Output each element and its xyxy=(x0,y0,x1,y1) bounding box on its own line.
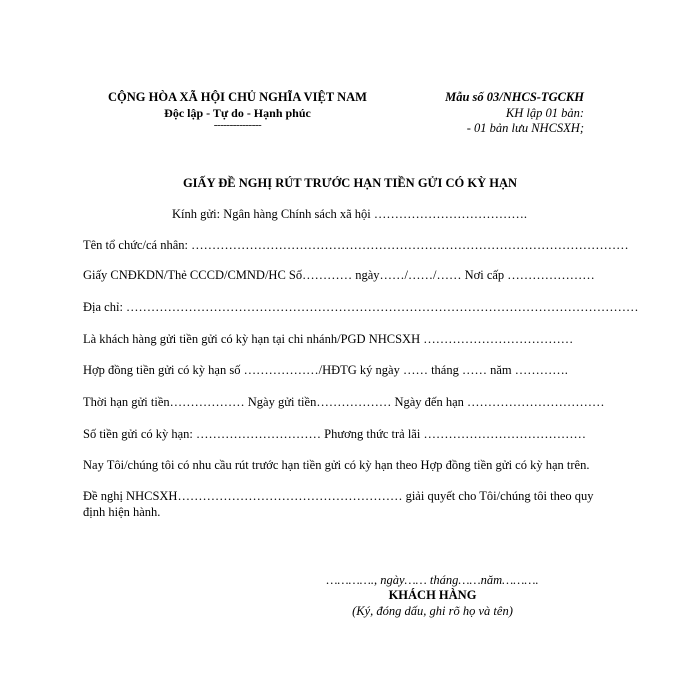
name-line: Tên tổ chức/cá nhân: …………………………………………………………………………………………… xyxy=(83,238,629,252)
national-title: CỘNG HÒA XÃ HỘI CHỦ NGHĨA VIỆT NAM xyxy=(108,90,367,104)
proposal-line-1: Đề nghị NHCSXH……………………………………………… giải quyết cho Tôi/chúng tôi theo quy xyxy=(83,489,594,503)
signature-note: (Ký, đóng dấu, ghi rõ họ và tên) xyxy=(352,604,513,618)
proposal-line-2: định hiện hành. xyxy=(83,505,161,519)
id-document-line: Giấy CNĐKDN/Thẻ CCCD/CMND/HC Số………… ngày……/……/…… Nơi cấp ………………… xyxy=(83,268,595,282)
term-line: Thời hạn gửi tiền……………… Ngày gửi tiền……………… Ngày đến hạn …………………………… xyxy=(83,395,605,409)
motto-divider: --------------- xyxy=(213,119,262,131)
document-title: GIẤY ĐỀ NGHỊ RÚT TRƯỚC HẠN TIỀN GỬI CÓ KỲ HẠN xyxy=(182,176,518,190)
signature-role: KHÁCH HÀNG xyxy=(388,588,477,602)
contract-line: Hợp đồng tiền gửi có kỳ hạn số ………………/HĐTG ký ngày …… tháng …… năm …………. xyxy=(83,363,568,377)
signature-date-line: …………., ngày…… tháng……năm………. xyxy=(326,573,539,587)
greeting-line: Kính gửi: Ngân hàng Chính sách xã hội ………………………………. xyxy=(172,207,528,221)
branch-line: Là khách hàng gửi tiền gửi có kỳ hạn tại chi nhánh/PGD NHCSXH ……………………………… xyxy=(83,332,574,346)
copies-line-2: - 01 bản lưu NHCSXH; xyxy=(466,121,584,135)
copies-line-1: KH lập 01 bản: xyxy=(505,106,584,120)
form-code: Mẫu số 03/NHCS-TGCKH xyxy=(445,90,584,104)
motto: Độc lập - Tự do - Hạnh phúc xyxy=(164,106,311,120)
request-line: Nay Tôi/chúng tôi có nhu cầu rút trước hạn tiền gửi có kỳ hạn theo Hợp đồng tiền gửi có kỳ hạn trên. xyxy=(83,458,590,472)
address-line: Địa chỉ: …………………………………………………………………………………………………………… xyxy=(83,300,639,314)
amount-line: Số tiền gửi có kỳ hạn: ………………………… Phương thức trả lãi ………………………………… xyxy=(83,427,586,441)
